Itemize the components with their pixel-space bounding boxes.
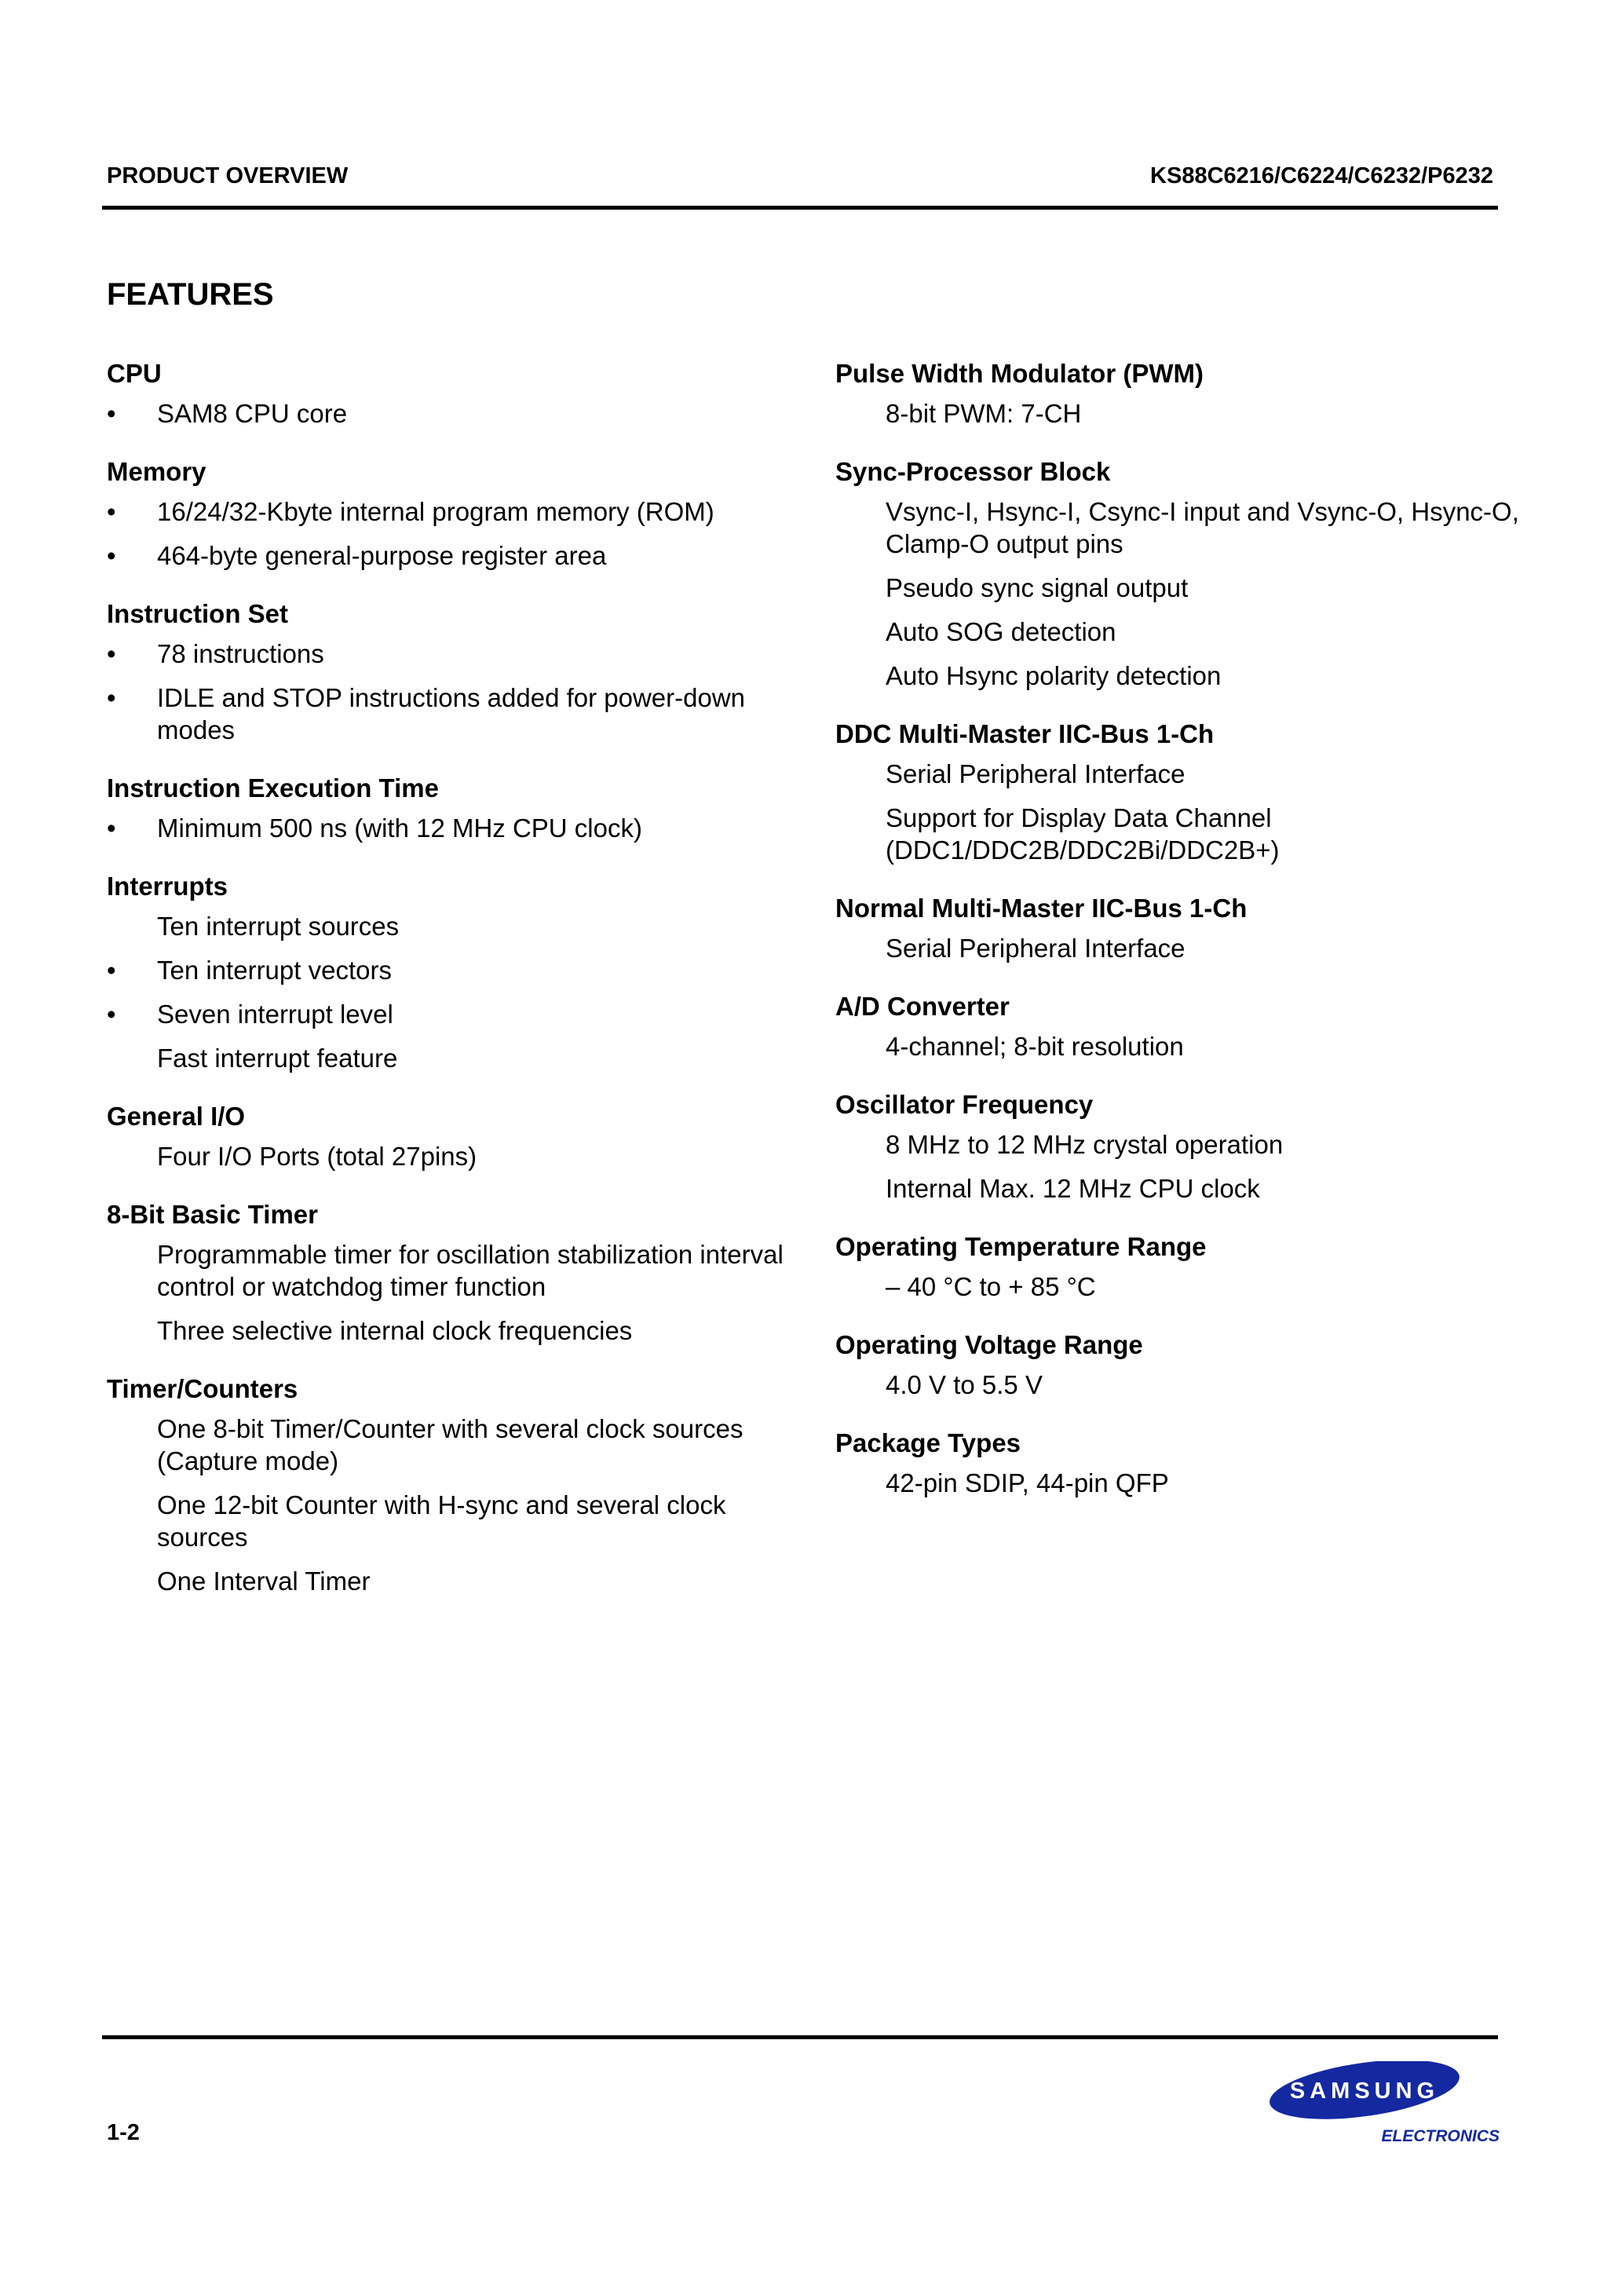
feature-item: One Interval Timer — [157, 1567, 371, 1596]
feature-item: Support for Display Data Channel (DDC1/DDC2B/DDC2Bi/DDC2B+) — [886, 803, 1280, 865]
feature-item: – 40 °C to + 85 °C — [886, 1272, 1096, 1301]
bullet-item: • 16/24/32-Kbyte internal program memory (ROM) — [107, 495, 813, 528]
right-column — [835, 357, 1542, 1525]
feature-section — [835, 455, 1542, 692]
header-section-title: PRODUCT OVERVIEW — [107, 163, 349, 188]
feature-item: Fast interrupt feature — [157, 1044, 398, 1073]
feature-section — [107, 455, 813, 572]
feature-item: 8-bit PWM: 7-CH — [886, 399, 1082, 428]
feature-item: Auto SOG detection — [886, 617, 1116, 646]
feature-item: Internal Max. 12 MHz CPU clock — [886, 1174, 1260, 1203]
feature-section-title: Package Types — [835, 1428, 1021, 1457]
feature-section — [107, 772, 813, 844]
feature-section-title: Operating Temperature Range — [835, 1232, 1207, 1261]
feature-section — [835, 357, 1542, 430]
feature-section-title: Operating Voltage Range — [835, 1330, 1143, 1359]
feature-item: Ten interrupt sources — [157, 912, 400, 941]
feature-item: One 8-bit Timer/Counter with several clock sources (Capture mode) — [157, 1414, 743, 1475]
feature-section-title: Memory — [107, 457, 206, 486]
bullet-item: • Seven interrupt level — [107, 998, 813, 1030]
feature-section — [835, 1230, 1542, 1303]
header-rule — [102, 206, 1498, 210]
feature-section-title: Pulse Width Modulator (PWM) — [835, 359, 1204, 388]
feature-section-title: Oscillator Frequency — [835, 1090, 1094, 1119]
feature-item: Three selective internal clock frequencies — [157, 1316, 633, 1345]
bullet-item: • IDLE and STOP instructions added for power-down modes — [107, 682, 813, 746]
feature-item: 4-channel; 8-bit resolution — [886, 1032, 1184, 1061]
page-number: 1-2 — [107, 2120, 140, 2145]
feature-section-title: General I/O — [107, 1102, 246, 1131]
feature-item: Auto Hsync polarity detection — [886, 661, 1222, 690]
footer-rule — [102, 2035, 1498, 2039]
feature-section — [835, 718, 1542, 866]
logo-wordmark: SAMSUNG — [1289, 2078, 1440, 2104]
feature-section-title: Sync-Processor Block — [835, 457, 1111, 486]
left-column — [107, 357, 813, 1623]
feature-section-title: Instruction Set — [107, 599, 289, 628]
feature-section — [107, 1198, 813, 1347]
feature-item: Serial Peripheral Interface — [886, 934, 1185, 963]
feature-section — [107, 598, 813, 746]
feature-item: 8 MHz to 12 MHz crystal operation — [886, 1130, 1284, 1159]
bullet-item: • Ten interrupt vectors — [107, 954, 813, 986]
bullet-item: • 78 instructions — [107, 638, 813, 670]
header-part-numbers: KS88C6216/C6224/C6232/P6232 — [1150, 163, 1493, 188]
feature-section — [835, 1329, 1542, 1401]
feature-section — [835, 892, 1542, 964]
feature-item: Vsync-I, Hsync-I, Csync-I input and Vsync-O, Hsync-O, Clamp-O output pins — [886, 497, 1519, 558]
logo-subtitle: ELECTRONICS — [1381, 2127, 1500, 2145]
feature-section — [835, 990, 1542, 1062]
feature-section-title: Normal Multi-Master IIC-Bus 1-Ch — [835, 894, 1248, 923]
feature-section — [835, 1088, 1542, 1205]
bullet-item: • SAM8 CPU core — [107, 397, 813, 430]
feature-section-title: Interrupts — [107, 872, 228, 901]
feature-item: Programmable timer for oscillation stabilization interval control or watchdog timer function — [157, 1240, 784, 1301]
samsung-electronics-logo — [1225, 2061, 1504, 2148]
bullet-item: • Minimum 500 ns (with 12 MHz CPU clock) — [107, 812, 813, 844]
feature-item: Serial Peripheral Interface — [886, 759, 1185, 788]
feature-item: One 12-bit Counter with H-sync and several clock sources — [157, 1490, 726, 1552]
feature-section-title: 8-Bit Basic Timer — [107, 1200, 318, 1229]
feature-section-title: Timer/Counters — [107, 1374, 298, 1403]
feature-section-title: CPU — [107, 359, 162, 388]
feature-item: Pseudo sync signal output — [886, 573, 1189, 602]
feature-item: 42-pin SDIP, 44-pin QFP — [886, 1468, 1169, 1497]
feature-section-title: A/D Converter — [835, 992, 1010, 1021]
feature-section — [107, 357, 813, 430]
feature-section — [107, 870, 813, 1074]
feature-section — [107, 1373, 813, 1597]
feature-section — [107, 1100, 813, 1172]
bullet-item: • 464-byte general-purpose register area — [107, 539, 813, 572]
feature-section — [835, 1427, 1542, 1499]
page-title: FEATURES — [107, 277, 274, 312]
feature-section-title: Instruction Execution Time — [107, 773, 439, 803]
feature-section-title: DDC Multi-Master IIC-Bus 1-Ch — [835, 719, 1215, 748]
feature-item: Four I/O Ports (total 27pins) — [157, 1142, 477, 1171]
feature-item: 4.0 V to 5.5 V — [886, 1370, 1043, 1399]
